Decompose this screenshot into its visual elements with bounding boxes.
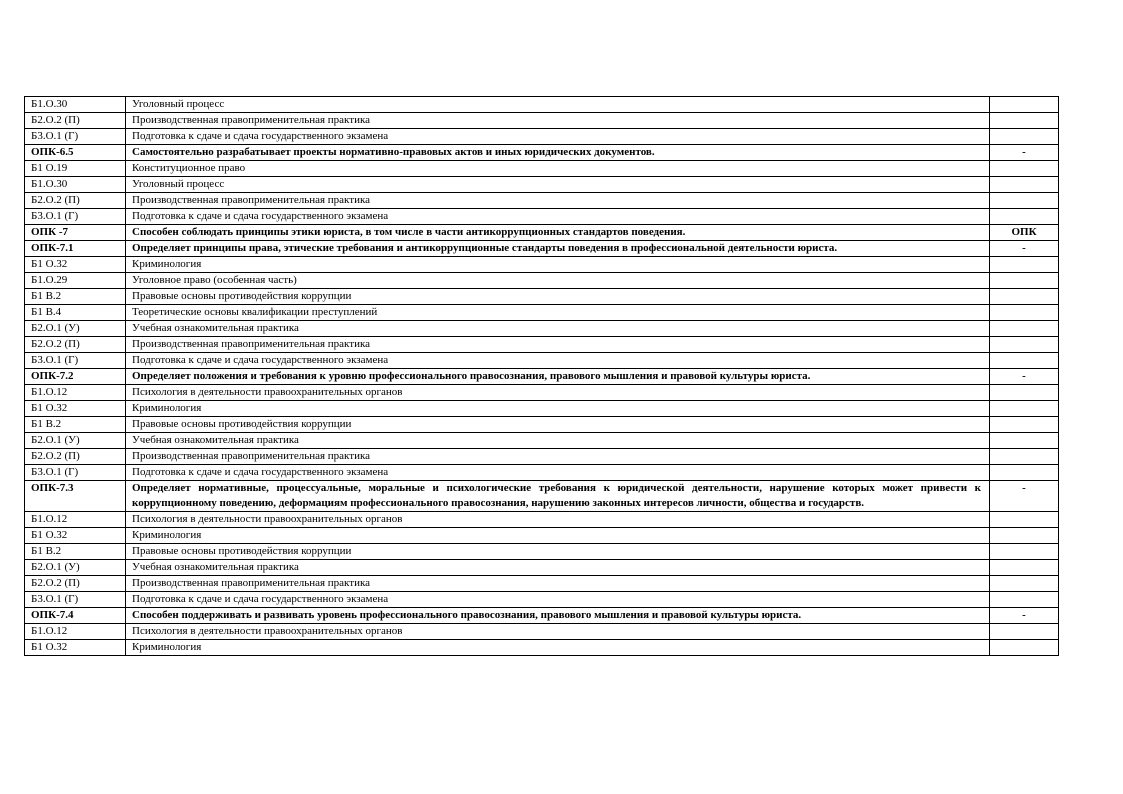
discipline-name: Учебная ознакомительная практика — [126, 560, 990, 576]
discipline-row — [25, 177, 1059, 193]
competency-code: ОПК-7.2 — [25, 369, 126, 385]
discipline-name: Уголовный процесс — [126, 177, 990, 193]
row-mark — [990, 161, 1059, 177]
discipline-name: Производственная правоприменительная практика — [126, 337, 990, 353]
discipline-code: Б1.О.12 — [25, 512, 126, 528]
discipline-row — [25, 465, 1059, 481]
row-mark — [990, 592, 1059, 608]
competency-description: Способен соблюдать принципы этики юриста, в том числе в части антикоррупционных стандартов поведения. — [126, 225, 990, 241]
document-page — [24, 96, 1058, 656]
discipline-name: Криминология — [126, 401, 990, 417]
discipline-code: Б3.О.1 (Г) — [25, 592, 126, 608]
discipline-row — [25, 512, 1059, 528]
discipline-code: Б2.О.1 (У) — [25, 560, 126, 576]
discipline-name: Криминология — [126, 257, 990, 273]
discipline-row — [25, 113, 1059, 129]
discipline-code: Б1 О.32 — [25, 640, 126, 656]
discipline-name: Подготовка к сдаче и сдача государственного экзамена — [126, 129, 990, 145]
discipline-row — [25, 209, 1059, 225]
row-mark — [990, 544, 1059, 560]
discipline-code: Б3.О.1 (Г) — [25, 209, 126, 225]
row-mark — [990, 640, 1059, 656]
row-mark — [990, 337, 1059, 353]
competency-row — [25, 145, 1059, 161]
row-mark — [990, 512, 1059, 528]
row-mark — [990, 624, 1059, 640]
discipline-row — [25, 193, 1059, 209]
discipline-row — [25, 161, 1059, 177]
discipline-row — [25, 449, 1059, 465]
discipline-name: Уголовный процесс — [126, 97, 990, 113]
discipline-name: Производственная правоприменительная практика — [126, 449, 990, 465]
row-mark — [990, 353, 1059, 369]
discipline-name: Подготовка к сдаче и сдача государственного экзамена — [126, 465, 990, 481]
row-mark: - — [990, 369, 1059, 385]
discipline-row — [25, 560, 1059, 576]
discipline-name: Криминология — [126, 640, 990, 656]
discipline-name: Производственная правоприменительная практика — [126, 193, 990, 209]
discipline-name: Подготовка к сдаче и сдача государственного экзамена — [126, 209, 990, 225]
row-mark — [990, 576, 1059, 592]
row-mark — [990, 193, 1059, 209]
discipline-code: Б2.О.1 (У) — [25, 433, 126, 449]
discipline-row — [25, 321, 1059, 337]
row-mark — [990, 401, 1059, 417]
discipline-name: Психология в деятельности правоохранительных органов — [126, 512, 990, 528]
discipline-code: Б2.О.2 (П) — [25, 449, 126, 465]
discipline-code: Б1 О.32 — [25, 257, 126, 273]
row-mark: ОПК — [990, 225, 1059, 241]
row-mark — [990, 97, 1059, 113]
row-mark: - — [990, 145, 1059, 161]
discipline-name: Учебная ознакомительная практика — [126, 321, 990, 337]
discipline-row — [25, 273, 1059, 289]
competency-description: Определяет принципы права, этические требования и антикоррупционные стандарты поведения в профессиональной деятельности юриста. — [126, 241, 990, 257]
discipline-row — [25, 624, 1059, 640]
discipline-code: Б1.О.12 — [25, 385, 126, 401]
discipline-code: Б1 О.32 — [25, 401, 126, 417]
discipline-code: Б1 В.2 — [25, 544, 126, 560]
row-mark — [990, 465, 1059, 481]
discipline-code: Б2.О.2 (П) — [25, 576, 126, 592]
discipline-code: Б1.О.29 — [25, 273, 126, 289]
competency-description: Определяет нормативные, процессуальные, моральные и психологические требования к юридической деятельности, нарушение которых может привести к коррупционному поведению, деформациям профессионального правосознания, нарушению законных интересов личности, общества и государств. — [126, 481, 990, 512]
row-mark — [990, 385, 1059, 401]
row-mark — [990, 433, 1059, 449]
discipline-name: Правовые основы противодействия коррупции — [126, 544, 990, 560]
competency-table — [24, 96, 1059, 656]
discipline-row — [25, 401, 1059, 417]
discipline-row — [25, 528, 1059, 544]
row-mark — [990, 560, 1059, 576]
discipline-code: Б1 В.2 — [25, 417, 126, 433]
discipline-name: Конституционное право — [126, 161, 990, 177]
competency-table-body — [25, 97, 1059, 656]
competency-description: Способен поддерживать и развивать уровень профессионального правосознания, правового мышления и правовой культуры юриста. — [126, 608, 990, 624]
competency-description: Самостоятельно разрабатывает проекты нормативно-правовых актов и иных юридических документов. — [126, 145, 990, 161]
row-mark — [990, 129, 1059, 145]
discipline-row — [25, 337, 1059, 353]
row-mark — [990, 289, 1059, 305]
discipline-row — [25, 544, 1059, 560]
row-mark — [990, 113, 1059, 129]
competency-row — [25, 225, 1059, 241]
competency-code: ОПК-7.1 — [25, 241, 126, 257]
discipline-code: Б1.О.30 — [25, 177, 126, 193]
discipline-code: Б2.О.2 (П) — [25, 113, 126, 129]
discipline-code: Б3.О.1 (Г) — [25, 129, 126, 145]
competency-code: ОПК -7 — [25, 225, 126, 241]
discipline-row — [25, 385, 1059, 401]
discipline-code: Б1 В.2 — [25, 289, 126, 305]
discipline-name: Подготовка к сдаче и сдача государственного экзамена — [126, 592, 990, 608]
row-mark: - — [990, 608, 1059, 624]
discipline-name: Правовые основы противодействия коррупции — [126, 289, 990, 305]
discipline-row — [25, 640, 1059, 656]
discipline-code: Б1 О.19 — [25, 161, 126, 177]
discipline-code: Б2.О.1 (У) — [25, 321, 126, 337]
discipline-name: Производственная правоприменительная практика — [126, 576, 990, 592]
discipline-row — [25, 592, 1059, 608]
discipline-code: Б2.О.2 (П) — [25, 193, 126, 209]
discipline-name: Правовые основы противодействия коррупции — [126, 417, 990, 433]
row-mark — [990, 528, 1059, 544]
row-mark — [990, 177, 1059, 193]
competency-row — [25, 241, 1059, 257]
competency-row — [25, 608, 1059, 624]
discipline-row — [25, 129, 1059, 145]
discipline-row — [25, 417, 1059, 433]
discipline-code: Б1.О.30 — [25, 97, 126, 113]
row-mark — [990, 321, 1059, 337]
competency-code: ОПК-7.4 — [25, 608, 126, 624]
discipline-name: Психология в деятельности правоохранительных органов — [126, 385, 990, 401]
competency-code: ОПК-6.5 — [25, 145, 126, 161]
row-mark — [990, 417, 1059, 433]
row-mark — [990, 209, 1059, 225]
row-mark: - — [990, 481, 1059, 512]
discipline-code: Б2.О.2 (П) — [25, 337, 126, 353]
row-mark — [990, 273, 1059, 289]
competency-row — [25, 481, 1059, 512]
row-mark — [990, 449, 1059, 465]
row-mark — [990, 305, 1059, 321]
discipline-row — [25, 305, 1059, 321]
discipline-row — [25, 97, 1059, 113]
discipline-row — [25, 433, 1059, 449]
competency-code: ОПК-7.3 — [25, 481, 126, 512]
discipline-name: Подготовка к сдаче и сдача государственного экзамена — [126, 353, 990, 369]
discipline-name: Психология в деятельности правоохранительных органов — [126, 624, 990, 640]
discipline-name: Уголовное право (особенная часть) — [126, 273, 990, 289]
discipline-name: Учебная ознакомительная практика — [126, 433, 990, 449]
discipline-row — [25, 289, 1059, 305]
competency-description: Определяет положения и требования к уровню профессионального правосознания, правового мышления и правовой культуры юриста. — [126, 369, 990, 385]
discipline-code: Б1.О.12 — [25, 624, 126, 640]
discipline-row — [25, 257, 1059, 273]
discipline-row — [25, 353, 1059, 369]
discipline-name: Криминология — [126, 528, 990, 544]
discipline-code: Б3.О.1 (Г) — [25, 465, 126, 481]
discipline-code: Б1 О.32 — [25, 528, 126, 544]
discipline-row — [25, 576, 1059, 592]
discipline-code: Б3.О.1 (Г) — [25, 353, 126, 369]
competency-row — [25, 369, 1059, 385]
row-mark — [990, 257, 1059, 273]
discipline-code: Б1 В.4 — [25, 305, 126, 321]
discipline-name: Теоретические основы квалификации преступлений — [126, 305, 990, 321]
row-mark: - — [990, 241, 1059, 257]
discipline-name: Производственная правоприменительная практика — [126, 113, 990, 129]
